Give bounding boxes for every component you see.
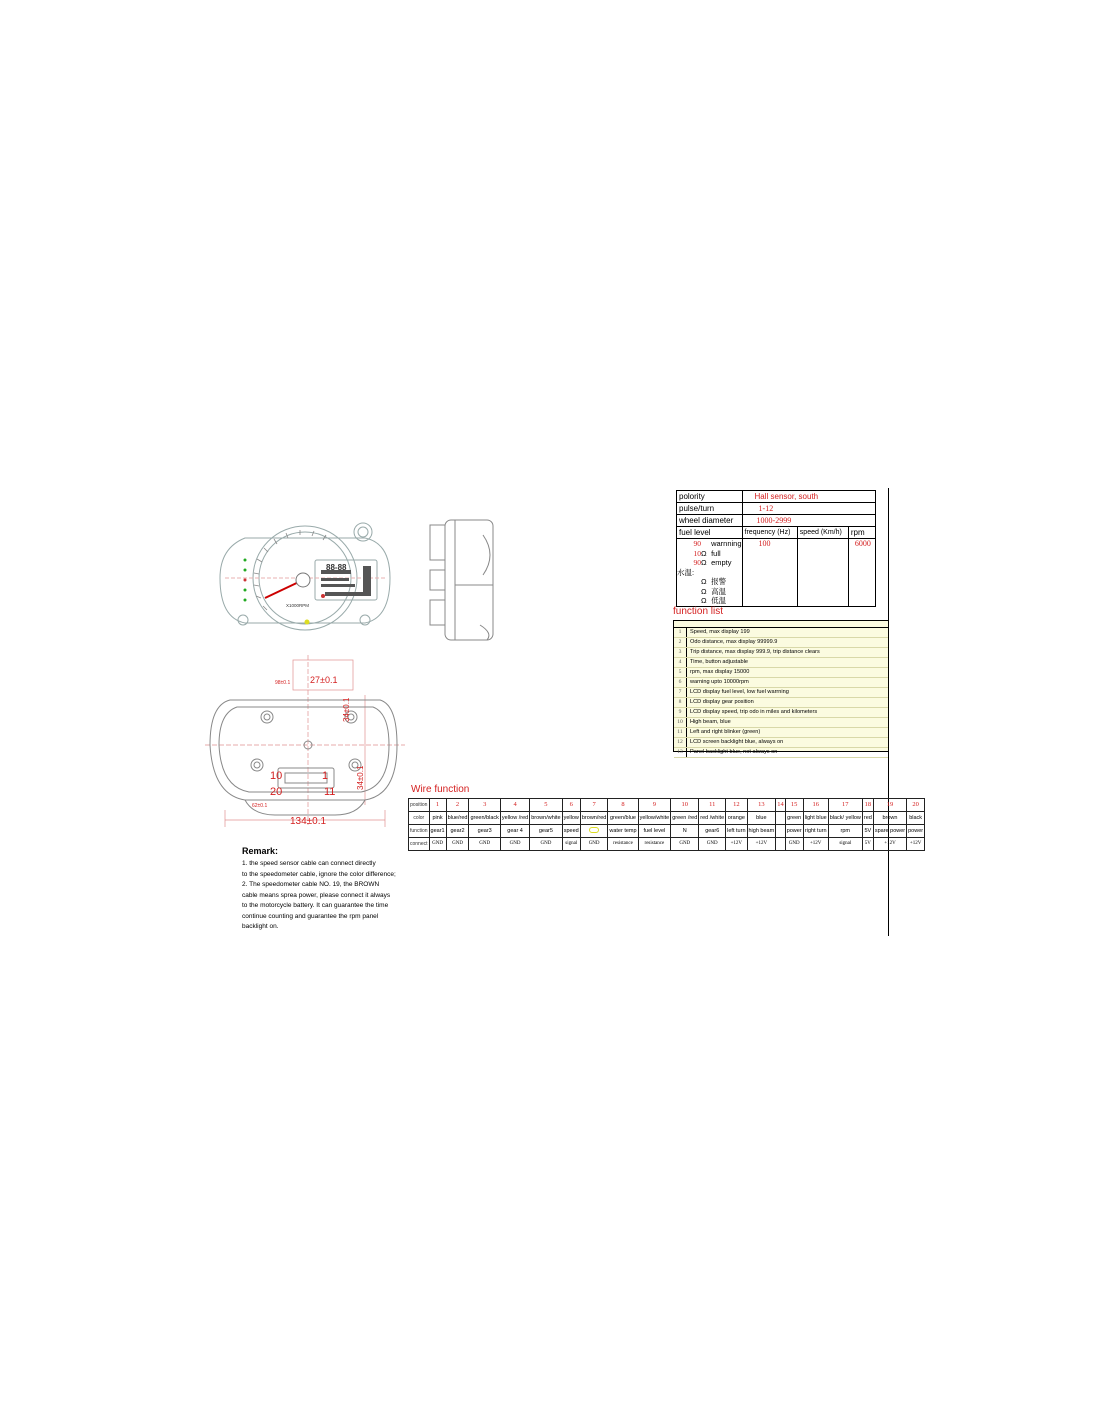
function-list-item [674, 648, 888, 658]
speed-value-cell [797, 539, 848, 607]
wire-position-cell: 1 [429, 799, 446, 812]
function-list-title: function list [673, 606, 724, 617]
fuel-row-label: empty [711, 558, 732, 567]
wire-connect-cell: GND [469, 838, 500, 851]
wire-color-cell: black [907, 812, 925, 825]
wire-row-positions [409, 799, 925, 812]
water-row-label: 低温 [711, 596, 727, 605]
wire-position-cell: 7 [580, 799, 607, 812]
function-list-item [674, 658, 888, 668]
wire-connect-cell: GND [785, 838, 803, 851]
pin-label-11: 11 [324, 786, 336, 798]
function-item-text: Panel backlight blue, not always on [690, 749, 778, 755]
wire-function-cell: fuel level [638, 825, 671, 838]
rpm-label: rpm [848, 527, 875, 539]
remark-line: backlight on. [242, 923, 279, 930]
wire-position-cell: 10 [671, 799, 699, 812]
water-row [677, 596, 742, 606]
wire-color-cell: yellow /red [500, 812, 529, 825]
function-item-text: Odo distance, max display 99999.9 [690, 639, 778, 645]
wire-color-cell: blue [747, 812, 776, 825]
remark-line: continue counting and guarantee the rpm panel [242, 912, 379, 920]
gauge-front-drawing [215, 518, 395, 638]
wire-connect-cell: GND [671, 838, 699, 851]
wire-row-label: color [409, 812, 430, 825]
function-list-header [674, 621, 888, 628]
wire-function-cell [580, 825, 607, 838]
wire-connect-cell: GND [446, 838, 469, 851]
function-list-item [674, 748, 888, 758]
function-list-item [674, 628, 888, 638]
function-list-item [674, 678, 888, 688]
function-item-text: LCD screen backlight blue, always on [690, 739, 784, 745]
pin-label-10: 10 [270, 770, 283, 782]
wire-connect-cell: signal [562, 838, 580, 851]
wire-color-cell: black/ yellow [828, 812, 862, 825]
water-label: 水温: [677, 567, 695, 577]
wire-function-cell: gear2 [446, 825, 469, 838]
function-item-number: 7 [674, 688, 687, 697]
function-item-number: 2 [674, 638, 687, 647]
wire-position-cell: 13 [747, 799, 776, 812]
wire-row-functions [409, 825, 925, 838]
gauge-rear-drawing [205, 655, 405, 830]
wire-function-cell: rpm [828, 825, 862, 838]
wire-color-cell: brown/white [530, 812, 562, 825]
wire-function-cell: water temp [608, 825, 638, 838]
wire-color-cell: red /white [699, 812, 726, 825]
function-item-number: 1 [674, 628, 687, 637]
function-item-text: LCD display gear position [690, 699, 754, 705]
function-item-text: warning upto 10000rpm [690, 679, 749, 685]
wire-function-cell: speed [562, 825, 580, 838]
wire-position-cell: 5 [530, 799, 562, 812]
function-item-number: 3 [674, 648, 687, 657]
function-item-number: 13 [674, 748, 687, 757]
wire-function-cell: gear1 [429, 825, 446, 838]
gauge-unit-label: X1000RPM [286, 603, 310, 608]
fuel-row-label: warnning [711, 539, 742, 548]
wire-function-cell [776, 825, 786, 838]
wire-row-connects [409, 838, 925, 851]
fuel-row-value: 90 [693, 558, 701, 567]
function-list-item [674, 698, 888, 708]
wire-color-cell: green /red [671, 812, 699, 825]
wire-color-cell: light blue [803, 812, 828, 825]
wire-connect-cell: resistance [638, 838, 671, 851]
dim-small-left: 98±0.1 [275, 680, 291, 686]
function-list-item [674, 718, 888, 728]
remark-line: cable means sprea power, please connect it always [242, 891, 391, 899]
function-list-rows [674, 628, 888, 758]
fuel-row [677, 539, 742, 549]
wire-row-label: position [409, 799, 430, 812]
wire-connect-cell: GND [699, 838, 726, 851]
fuel-row [677, 558, 742, 568]
water-row-label: 报警 [711, 577, 727, 586]
fuel-row [677, 549, 742, 559]
wire-function-cell: 5V [862, 825, 873, 838]
remark-title: Remark: [242, 846, 279, 856]
function-item-number: 10 [674, 718, 687, 727]
function-item-number: 11 [674, 728, 687, 737]
wire-color-cell: green/blue [608, 812, 638, 825]
function-item-text: High beam, blue [690, 719, 731, 725]
gauge-side-drawing [425, 515, 505, 645]
wire-connect-cell [776, 838, 786, 851]
wire-connect-cell: GND [429, 838, 446, 851]
pin-label-20: 20 [270, 786, 283, 798]
wire-table [408, 798, 925, 851]
dim-side1-label: 34±0.1 [342, 697, 351, 722]
wire-color-cell [776, 812, 786, 825]
wire-connect-cell: +12V [873, 838, 906, 851]
wire-function-cell: high beam [747, 825, 776, 838]
wire-function-cell: gear5 [530, 825, 562, 838]
water-row-unit: Ω [701, 577, 707, 586]
wire-connect-cell: +12V [747, 838, 776, 851]
speed-label: speed (Km/h) [797, 527, 848, 539]
wire-position-cell: 11 [699, 799, 726, 812]
wire-position-cell: 8 [608, 799, 638, 812]
wire-row-label: connect [409, 838, 430, 851]
wire-function-cell: right turn [803, 825, 828, 838]
polarity-value: Hall sensor, south [742, 491, 875, 503]
function-list-item [674, 668, 888, 678]
wire-color-cell: green/black [469, 812, 500, 825]
remark-line: 2. The speedometer cable NO. 19, the BROWN [242, 881, 380, 888]
wire-color-cell: red [862, 812, 873, 825]
wire-connect-cell: resistance [608, 838, 638, 851]
function-item-text: Trip distance, max display 999.9, trip distance clears [690, 649, 820, 655]
spec-table [676, 490, 876, 607]
wire-position-cell: 6 [562, 799, 580, 812]
function-item-text: LCD display fuel level, low fuel warrning [690, 689, 789, 695]
wire-table-wrap [408, 798, 925, 851]
wire-position-cell: 3 [469, 799, 500, 812]
fuel-row-label: full [711, 548, 721, 558]
function-item-text: LCD display speed, trip odo in miles and kilometers [690, 709, 818, 715]
function-list-item [674, 638, 888, 648]
function-item-number: 5 [674, 668, 687, 677]
pulse-label: pulse/turn [677, 503, 743, 515]
function-list-item [674, 738, 888, 748]
function-list [673, 620, 889, 755]
wheel-label: wheel diameter [677, 515, 743, 527]
function-item-number: 8 [674, 698, 687, 707]
water-row-unit: Ω [701, 596, 707, 605]
wire-connect-cell: +12V [907, 838, 925, 851]
wheel-value: 1000-2999 [742, 515, 875, 527]
wire-position-cell: 15 [785, 799, 803, 812]
function-item-number: 9 [674, 708, 687, 717]
function-list-item [674, 708, 888, 718]
rpm-value: 6000 [848, 539, 875, 607]
wire-color-cell: green [785, 812, 803, 825]
function-list-item [674, 688, 888, 698]
wire-position-cell: 14 [776, 799, 786, 812]
wire-function-title: Wire function [411, 784, 470, 795]
spec-table-wrap [676, 490, 876, 607]
wire-connect-cell: GND [580, 838, 607, 851]
polarity-label: polority [677, 491, 743, 503]
dim-top-label: 27±0.1 [310, 675, 338, 685]
function-list-item [674, 728, 888, 738]
wire-color-cell: yellow [562, 812, 580, 825]
fuel-row-unit: Ω [701, 548, 707, 558]
wire-row-label: function [409, 825, 430, 838]
wire-function-cell: gear3 [469, 825, 500, 838]
wire-function-cell: left turn [726, 825, 747, 838]
yellow-marker-icon [589, 827, 599, 833]
wire-function-cell: N [671, 825, 699, 838]
water-row-unit: Ω [701, 586, 707, 596]
function-item-number: 6 [674, 678, 687, 687]
wire-position-cell: 20 [907, 799, 925, 812]
wire-color-cell: brown [873, 812, 906, 825]
dim-small-bottom: 62±0.1 [252, 803, 268, 809]
frequency-label: frequency (Hz) [742, 527, 797, 539]
function-item-text: Left and right blinker (green) [690, 729, 761, 735]
wire-position-cell: 19 [873, 799, 906, 812]
remark-block [242, 846, 396, 933]
water-row-label: 高温 [711, 586, 727, 596]
function-item-text: rpm, max display 15000 [690, 669, 750, 675]
wire-position-cell: 16 [803, 799, 828, 812]
page-vertical-rule [888, 488, 889, 936]
function-item-text: Speed, max display 199 [690, 629, 750, 635]
wire-connect-cell: +12V [726, 838, 747, 851]
remark-line: 1. the speed sensor cable can connect directly [242, 860, 376, 867]
wire-position-cell: 18 [862, 799, 873, 812]
dim-side2-label: 34±0.1 [356, 765, 365, 790]
water-row [677, 577, 742, 587]
fuel-row-value: 10 [693, 548, 701, 558]
fuel-label: fuel level [677, 527, 743, 539]
wire-color-cell: brown/red [580, 812, 607, 825]
wire-position-cell: 9 [638, 799, 671, 812]
wire-function-cell: power [785, 825, 803, 838]
wire-row-colors [409, 812, 925, 825]
fuel-water-cell [677, 539, 743, 607]
wire-connect-cell: 5V [862, 838, 873, 851]
remark-lines [242, 859, 396, 933]
wire-connect-cell: GND [500, 838, 529, 851]
function-item-number: 12 [674, 738, 687, 747]
remark-line: to the motorcycle battery. It can guarantee the time [242, 902, 389, 909]
wire-color-cell: yellow/white [638, 812, 671, 825]
wire-connect-cell: +12V [803, 838, 828, 851]
wire-function-cell: gear6 [699, 825, 726, 838]
wire-function-cell: gear 4 [500, 825, 529, 838]
wire-position-cell: 2 [446, 799, 469, 812]
wire-position-cell: 12 [726, 799, 747, 812]
frequency-value: 100 [742, 539, 797, 607]
wire-color-cell: blue/red [446, 812, 469, 825]
wire-color-cell: pink [429, 812, 446, 825]
wire-connect-cell: GND [530, 838, 562, 851]
wire-position-cell: 17 [828, 799, 862, 812]
dim-width-label: 134±0.1 [290, 816, 327, 827]
fuel-row-unit: Ω [701, 558, 707, 567]
pin-label-1: 1 [322, 770, 329, 782]
wire-position-cell: 4 [500, 799, 529, 812]
remark-line: to the speedometer cable, ignore the color difference; [242, 870, 396, 878]
wire-function-cell: power [907, 825, 925, 838]
wire-connect-cell: signal [828, 838, 862, 851]
function-item-text: Time, button adjustable [690, 659, 748, 665]
pulse-value: 1-12 [742, 503, 875, 515]
lcd-top-readout: 88-88 [326, 563, 347, 572]
wire-function-cell: spare power [873, 825, 906, 838]
function-item-number: 4 [674, 658, 687, 667]
water-row [677, 587, 742, 597]
fuel-row-value: 90 [693, 539, 701, 548]
wire-color-cell: orange [726, 812, 747, 825]
